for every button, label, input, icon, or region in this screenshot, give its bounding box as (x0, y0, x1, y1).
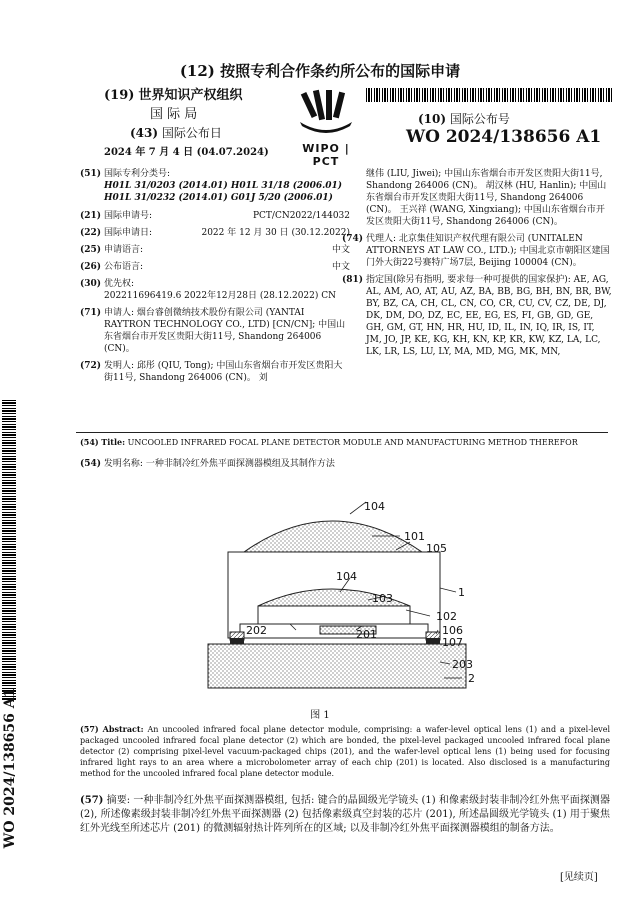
inventors-continued: 继伟 (LIU, Jiwei); 中国山东省烟台市开发区贵阳大街11号, Shandong 264006 (CN)。 胡汉林 (HU, Hanlin); 中国山东省烟台市开发区贵阳大街11号, Shandong 264006 (CN)。 王兴祥 (WANG, Xingxiang); 中国山东省烟台市开发区贵阳大街11号, Shandong 264006 (CN)。 (366, 169, 607, 227)
vertical-barcode (2, 400, 16, 700)
field-51: (51) 国际专利分类号: H01L 31/0203 (2014.01) H01L 31/18 (2006.01) H01L 31/0232 (2014.01) G01J 5/20 (2006.01) (80, 169, 343, 203)
pubdate-block (104, 124, 294, 158)
field-21-value: PCT/CN2022/144032 (252, 211, 350, 221)
org-code: (19) (104, 88, 135, 103)
field-21: (21) 国际申请号: PCT/CN2022/144032 (80, 211, 350, 221)
field-30-value: 202211696419.6 2022年12月28日 (28.12.2022) CN (104, 291, 337, 301)
label-101: 101 (404, 530, 425, 543)
field-74: (74) 代理人: 北京集佳知识产权代理有限公司 (UNITALEN ATTORNEYS AT LAW CO., LTD.); 中国北京市朝阳区建国门外大街22号赛特广场7层, Beijing 100004 (CN)。 (342, 233, 612, 269)
field-25: (25) 申请语言: 中文 (80, 245, 350, 255)
org-block (104, 84, 274, 122)
left-column (80, 168, 350, 384)
label-2: 2 (468, 672, 475, 685)
label-202: 202 (246, 624, 267, 637)
field-81: (81) 指定国(除另有指明, 要求每一种可提供的国家保护): AE, AG, AL, AM, AO, AT, AU, AZ, BA, BB, BG, BH, BN, BR, BW, BY, BZ, CA, CH, CL, CN, CO, CR, CU, CV, CZ, DE, DJ, DK, DM, DO, DZ, EC, EE, EG, ES, FI, GB, GD, GE, GH, GM, GT, HN, HR, HU, ID, IL, IN, IQ, IR, IS, IT, JM, JO, JP, KE, KG, KH, KN, KP, KR, KW, KZ, LA, LC, LK, LR, LS, LU, LY, MA, MD, MG, MK, MN, (342, 275, 612, 357)
label-105: 105 (426, 542, 447, 555)
label-103: 103 (372, 592, 393, 605)
label-104-top: 104 (364, 500, 385, 513)
field-71-text: 申请人: 烟台睿创微纳技术股份有限公司 (YANTAI RAYTRON TECHNOLOGY CO., LTD) [CN/CN]; 中国山东省烟台市开发区贵阳大街11号, Shandong 264006 (CN)。 (104, 308, 346, 354)
cavity-shape (258, 606, 410, 624)
pubno-code: (10) (418, 112, 447, 126)
label-104-inner: 104 (336, 570, 357, 583)
label-1: 1 (458, 586, 465, 599)
field-26-value: 中文 (331, 262, 350, 272)
field-81-text: 指定国(除另有指明, 要求每一种可提供的国家保护): AE, AG, AL, AM, AO, AT, AU, AZ, BA, BB, BG, BH, BN, BR, BW, BY, BZ, CA, CH, CL, CN, CO, CR, CU, CV, CZ, DE, DJ, DK, DM, DO, DZ, EC, EE, EG, ES, FI, GB, GD, GE, GH, GM, GT, HN, HR, HU, ID, IL, IN, IQ, IR, IS, IT, JM, JO, JP, KE, KG, KH, KN, KP, KR, KW, KZ, LA, LC, LK, LR, LS, LU, LY, MA, MD, MG, MK, MN, (366, 275, 612, 357)
abstract-zh-text: 一种非制冷红外焦平面探测器模组, 包括: 键合的晶圆级光学镜头 (1) 和像素级封装非制冷红外焦平面探测器 (2), 所述像素级封装非制冷红外焦平面探测器 (2) 包括像素级真空封装的芯片 (201), 所述晶圆级光学镜头 (1) 用于聚焦红外光线至所述芯片 (201) 的微测辐射热计阵列所在的区域; 以及非制冷红外焦平面探测器模组的制备方法。 (80, 795, 610, 834)
field-51-line1: H01L 31/0203 (2014.01) H01L 31/18 (2006.01) (104, 181, 343, 191)
figure-1-drawing (200, 492, 500, 702)
title-zh-value: 一种非制冷红外焦平面探测器模组及其制作方法 (145, 459, 335, 469)
figure-caption: 图 1 (310, 710, 330, 721)
field-25-value: 中文 (331, 245, 350, 255)
abstract-zh: (57) 摘要: 一种非制冷红外焦平面探测器模组, 包括: 键合的晶圆级光学镜头 (1) 和像素级封装非制冷红外焦平面探测器 (2), 所述像素级封装非制冷红外焦平面探测器 (2) 包括像素级真空封装的芯片 (201), 所述晶圆级光学镜头 (1) 用于聚焦红外光线至所述芯片 (201) 的微测辐射热计阵列所在的区域; 以及非制冷红外焦平面探测器模组的制备方法。 (80, 795, 610, 834)
field-30: (30) 优先权: 202211696419.6 2022年12月28日 (28.12.2022) CN (80, 279, 337, 301)
field-72-text: 发明人: 邱彤 (QIU, Tong); 中国山东省烟台市开发区贵阳大街11号, Shandong 264006 (CN)。 刘 (104, 361, 343, 383)
label-203: 203 (452, 658, 473, 671)
doc-type-text: 按照专利合作条约所公布的国际申请 (220, 62, 461, 80)
label-102: 102 (436, 610, 457, 623)
right-column (342, 168, 612, 358)
wipo-logo (290, 88, 362, 168)
wipo-logo-text: WIPO | PCT (302, 142, 350, 168)
pubdate-label: 国际公布日 (161, 126, 222, 140)
org-name-1: 世界知识产权组织 (138, 88, 243, 103)
separator-line (76, 432, 608, 433)
wipo-emblem-icon (290, 88, 362, 138)
substrate-shape (208, 644, 466, 688)
top-dome-shape (244, 521, 422, 552)
pubno-label: 国际公布号 (449, 112, 510, 126)
field-22: (22) 国际申请日: 2022 年 12 月 30 日 (30.12.2022) (80, 228, 350, 238)
doc-type-code: (12) (179, 62, 215, 80)
title-en-value: UNCOOLED INFRARED FOCAL PLANE DETECTOR MODULE AND MANUFACTURING METHOD THEREFOR (127, 438, 578, 447)
continued-marker: [见续页] (560, 872, 598, 883)
field-51-label: 国际专利分类号: (104, 169, 171, 179)
pubno-block (406, 110, 616, 147)
barcode (366, 88, 612, 102)
pubdate-value: 2024 年 7 月 4 日 (04.07.2024) (104, 147, 269, 158)
abstract-en: (57) Abstract: An uncooled infrared focal plane detector module, comprising: a wafer-level optical lens (1) and a pixel-level packaged uncooled infrared focal plane detector (2) which are bonded, the pixel-level packaged uncooled infrared focal plane detector (2) comprising pixel-level vacuum-packaged chips (201), and the wafer-level optical lens (1) being used for focusing infrared light rays to an area where a microbolometer array of each chip (201) is located. Also disclosed is a manufacturing method for the uncooled infrared focal plane detector module. (80, 724, 610, 778)
field-74-text: 代理人: 北京集佳知识产权代理有限公司 (UNITALEN ATTORNEYS AT LAW CO., LTD.); 中国北京市朝阳区建国门外大街22号赛特广场7层, Beijing 100004 (CN)。 (366, 234, 610, 268)
pubno-value: WO 2024/138656 A1 (406, 127, 602, 147)
label-107: 107 (442, 636, 463, 649)
field-72: (72) 发明人: 邱彤 (QIU, Tong); 中国山东省烟台市开发区贵阳大街11号, Shandong 264006 (CN)。 刘 (80, 360, 350, 384)
field-26: (26) 公布语言: 中文 (80, 262, 350, 272)
label-106: 106 (442, 624, 463, 637)
field-51-line2: H01L 31/0232 (2014.01) G01J 5/20 (2006.01) (104, 193, 333, 203)
label-201: 201 (356, 628, 377, 641)
pubdate-code: (43) (130, 126, 159, 140)
title-zh-row: (54) 发明名称: 一种非制冷红外焦平面探测器模组及其制作方法 (80, 459, 335, 469)
title-en-row: (54) Title: UNCOOLED INFRARED FOCAL PLANE DETECTOR MODULE AND MANUFACTURING METHOD THEREFOR (80, 437, 578, 447)
solder-right (426, 638, 440, 644)
org-name-2: 国 际 局 (150, 107, 198, 122)
solder-left (230, 638, 244, 644)
vertical-pubno: WO 2024/138656 A1 (2, 687, 18, 849)
abstract-en-text: An uncooled infrared focal plane detector module, comprising: a wafer-level optical lens (1) and a pixel-level packaged uncooled infrared focal plane detector (2) which are bonded, the pixel-level packaged uncooled infrared focal plane detector (2) comprising pixel-level vacuum-packaged chips (201), and the wafer-level optical lens (1) being used for focusing infrared light rays to an area where a microbolometer array of each chip (201) is located. Also disclosed is a manufacturing method for the uncooled infrared focal plane detector module. (80, 725, 610, 778)
field-71: (71) 申请人: 烟台睿创微纳技术股份有限公司 (YANTAI RAYTRON TECHNOLOGY CO., LTD) [CN/CN]; 中国山东省烟台市开发区贵阳大街11号, Shandong 264006 (CN)。 (80, 307, 350, 355)
doc-type-heading (0, 60, 640, 81)
field-22-value: 2022 年 12 月 30 日 (30.12.2022) (201, 228, 350, 238)
